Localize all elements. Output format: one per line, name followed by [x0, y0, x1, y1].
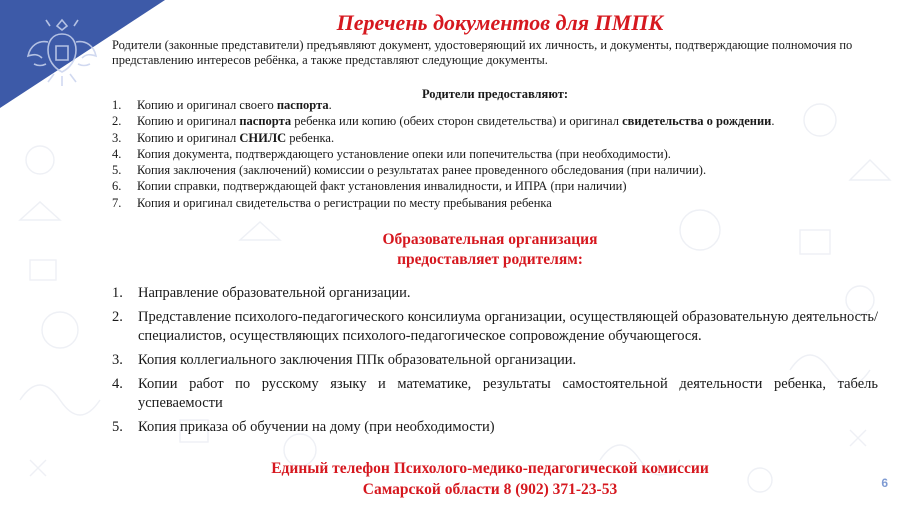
list-item-number: 7.	[112, 195, 122, 210]
list-item-text: Представление психолого-педагогического консилиума организации, осуществляющей образовательную деятельность/специалистов, осуществляющих психолого-педагогическое сопровождение обучающегося.	[138, 309, 878, 344]
list-item-number: 4.	[112, 146, 122, 161]
list-item	[112, 178, 878, 194]
list-item	[112, 375, 878, 413]
org-heading-line2: предоставляет родителям:	[397, 251, 583, 268]
list-item-number: 3.	[112, 130, 122, 145]
intro-paragraph: Родители (законные представители) предъявляют документ, удостоверяющий их личность, и документы, подтверждающие полномочия по представлению интересов ребёнка, а также представляют следующие документы.	[112, 38, 853, 67]
list-item	[112, 130, 878, 146]
list-item-text: Копия приказа об обучении на дому (при необходимости)	[138, 419, 495, 435]
list-item-text	[137, 113, 775, 129]
list-item-number: 1.	[112, 98, 122, 112]
list-item-text	[137, 97, 332, 113]
list-item	[112, 113, 878, 129]
parents-heading: Родители предоставляют:	[421, 87, 569, 101]
item-text-part: ребенка.	[286, 130, 335, 145]
item-text-part: Копию и оригинал	[137, 130, 240, 145]
item-text-part: ребенка или копию (обеих сторон свидетельства) и оригинал	[291, 114, 623, 129]
list-item	[112, 418, 878, 437]
list-item-number: 5.	[112, 163, 122, 178]
org-heading-line1: Образовательная организация	[382, 231, 598, 248]
list-item-text: Копия и оригинал свидетельства о регистрации по месту пребывания ребенка	[137, 195, 552, 210]
list-item-number: 2.	[112, 309, 123, 325]
list-item	[112, 284, 878, 303]
list-item-number: 2.	[112, 114, 122, 129]
page-number: 6	[881, 476, 888, 490]
parents-document-list	[112, 97, 878, 211]
list-item-number: 6.	[112, 179, 122, 194]
list-item-text: Копии справки, подтверждающей факт установления инвалидности, и ИПРА (при наличии)	[137, 179, 627, 194]
list-item	[112, 146, 878, 162]
list-item-number: 3.	[112, 352, 123, 368]
item-text-part: Копию и оригинал	[137, 114, 240, 129]
phone-line2: Самарской области 8 (902) 371-23-53	[362, 481, 618, 498]
item-text-part: .	[771, 114, 775, 129]
list-item-text: Копия коллегиального заключения ППк образовательной организации.	[138, 352, 577, 368]
item-bold-part: СНИЛС	[239, 130, 287, 145]
list-item-text: Копии работ по русскому языку и математике, результаты самостоятельной деятельности ребенка, табель успеваемости	[138, 376, 878, 411]
org-document-list	[112, 284, 878, 442]
item-bold-part: паспорта	[239, 114, 292, 129]
list-item	[112, 97, 878, 113]
item-bold-part: свидетельства о рождении	[622, 114, 772, 129]
item-text-part: .	[328, 98, 332, 112]
list-item	[112, 308, 878, 346]
list-item-number: 1.	[112, 285, 123, 301]
list-item	[112, 195, 878, 211]
list-item	[112, 351, 878, 370]
list-item-text	[137, 130, 334, 146]
phone-line1: Единый телефон Психолого-медико-педагогической комиссии	[271, 460, 709, 477]
item-text-part: Копию и оригинал своего	[137, 98, 277, 112]
list-item-text: Копия заключения (заключений) комиссии о результатах ранее проведенного обследования (при наличии).	[137, 163, 707, 178]
list-item-number: 4.	[112, 376, 123, 392]
item-bold-part: паспорта	[276, 98, 329, 112]
list-item-text: Копия документа, подтверждающего установление опеки или попечительства (при необходимости).	[137, 146, 671, 161]
list-item	[112, 162, 878, 178]
org-heading	[80, 230, 900, 270]
list-item-text: Направление образовательной организации.	[138, 285, 411, 301]
list-item-number: 5.	[112, 419, 123, 435]
page-title: Перечень документов для ПМПК	[336, 10, 664, 35]
contact-phone-block	[80, 458, 900, 500]
